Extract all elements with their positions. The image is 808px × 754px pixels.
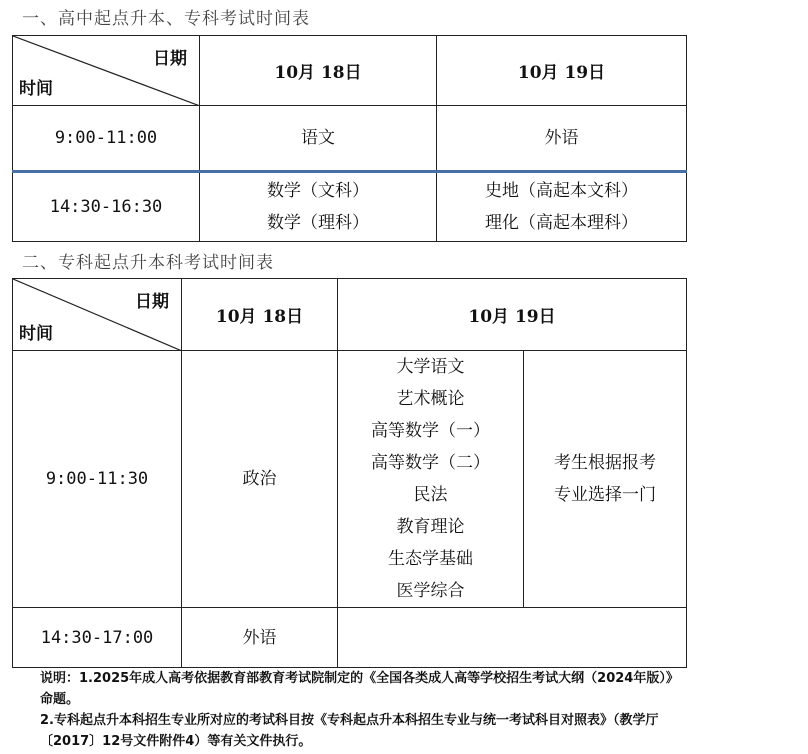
corner-header-cell (13, 279, 182, 351)
time-cell: 9:00-11:00 (13, 106, 200, 172)
table-header-row (13, 36, 687, 106)
subject-name: 史地（高起本文科） (485, 181, 638, 201)
footnotes (40, 668, 808, 752)
subject-name: 政治 (242, 469, 277, 489)
subject-name: 数学（文科） (267, 181, 369, 201)
empty-cell (338, 608, 687, 668)
subject-name: 数学（理科） (267, 213, 369, 233)
subject-name: 艺术概论 (396, 389, 465, 409)
date-header-day2: 10月 19日 (338, 279, 687, 351)
schedule-table-2 (12, 278, 687, 668)
subject-cell (437, 172, 687, 242)
time-cell: 9:00-11:30 (13, 351, 182, 608)
subject-note: 专业选择一门 (554, 485, 656, 505)
subject-name: 理化（高起本理科） (485, 213, 638, 233)
table-row (13, 351, 687, 608)
subject-cell (437, 106, 687, 172)
date-header-day2: 10月 19日 (437, 36, 687, 106)
corner-time-label: 时间 (19, 79, 53, 99)
corner-header-cell (13, 36, 200, 106)
date-header-day1: 10月 18日 (182, 279, 338, 351)
note-line: 说明：1.2025年成人高考依据教育部教育考试院制定的《全国各类成人高等学校招生考试大纲（2024年版）》 (40, 671, 679, 686)
note-line: 2.专科起点升本科招生专业所对应的考试科目按《专科起点升本科招生专业与统一考试科目对照表》（教学厅 (40, 713, 659, 728)
subject-name: 外语 (544, 128, 579, 148)
subject-name: 语文 (301, 128, 335, 148)
corner-date-label: 日期 (153, 49, 187, 69)
subject-list-cell (338, 351, 524, 608)
subject-cell (200, 106, 437, 172)
corner-time-label: 时间 (19, 324, 53, 344)
time-cell: 14:30-17:00 (13, 608, 182, 668)
table-header-row (13, 279, 687, 351)
subject-name: 高等数学（一） (371, 421, 490, 441)
table-row (13, 172, 687, 242)
subject-cell (200, 172, 437, 242)
subject-name: 高等数学（二） (371, 453, 490, 473)
subject-name: 大学语文 (396, 357, 465, 377)
subject-cell (182, 608, 338, 668)
subject-name: 外语 (242, 627, 277, 648)
subject-note: 考生根据报考 (554, 453, 656, 473)
subject-name: 教育理论 (396, 517, 465, 537)
subject-name: 民法 (413, 485, 448, 505)
subject-note-cell (524, 351, 687, 608)
time-cell: 14:30-16:30 (13, 172, 200, 242)
section1-title: 一、高中起点升本、专科考试时间表 (22, 9, 310, 29)
schedule-table-1 (12, 35, 687, 242)
note-line: 命题。 (40, 692, 80, 707)
table-row (13, 608, 687, 668)
subject-name: 医学综合 (396, 581, 465, 601)
table-row (13, 106, 687, 172)
section2-title: 二、专科起点升本科考试时间表 (22, 253, 274, 273)
note-line: 〔2017〕12号文件附件4）等有关文件执行。 (40, 734, 312, 749)
corner-date-label: 日期 (135, 292, 169, 312)
subject-name: 生态学基础 (388, 549, 473, 569)
date-header-day1: 10月 18日 (200, 36, 437, 106)
subject-cell (182, 351, 338, 608)
